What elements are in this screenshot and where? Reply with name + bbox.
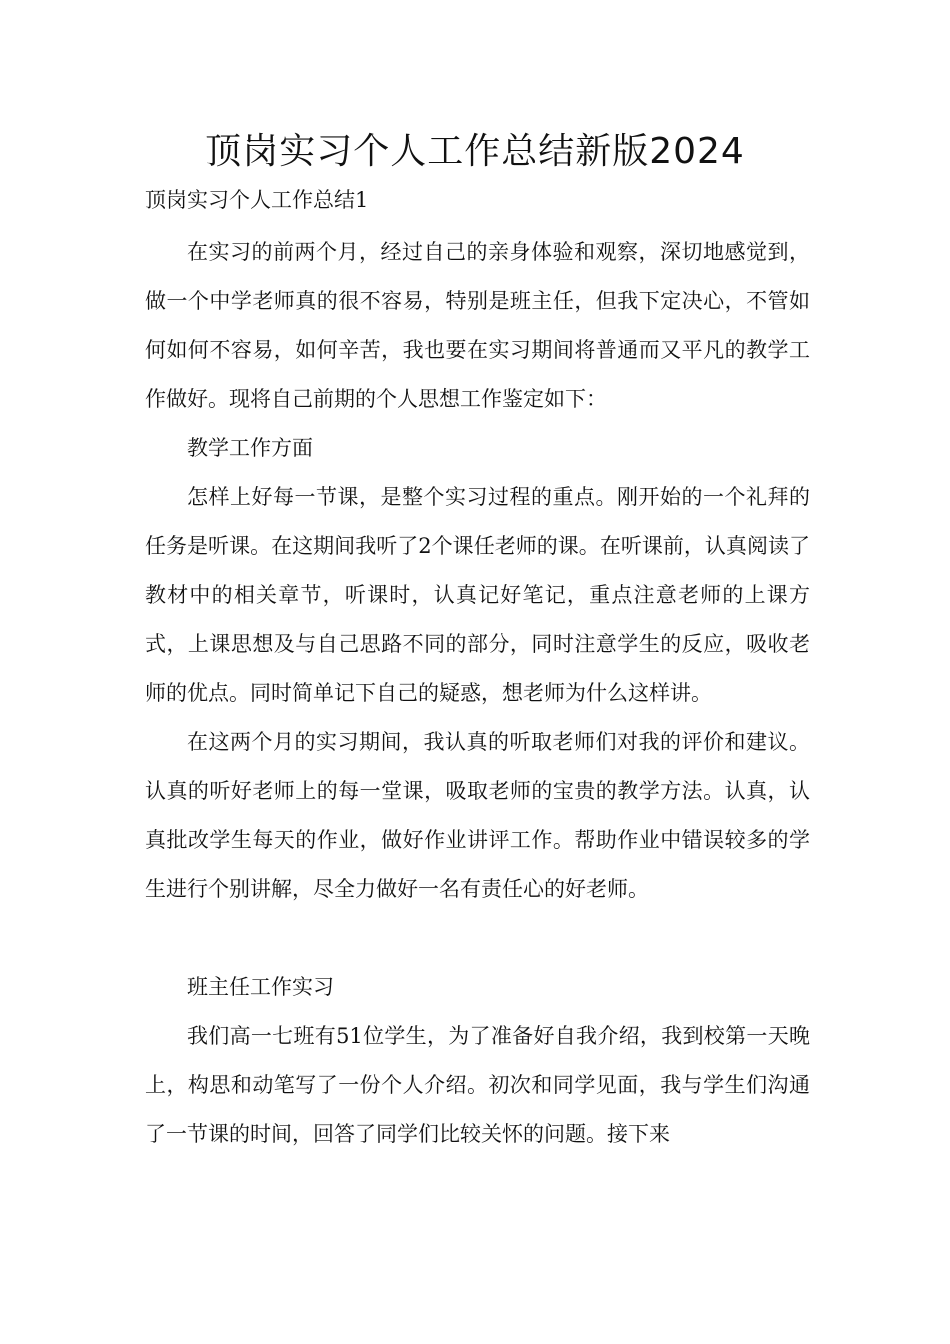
paragraph-teaching-1: 怎样上好每一节课，是整个实习过程的重点。刚开始的一个礼拜的任务是听课。在这期间我听了2个课任老师的课。在听课前，认真阅读了教材中的相关章节，听课时，认真记好笔记，重点注意老师的上课方式，上课思想及与自己思路不同的部分，同时注意学生的反应，吸收老师的优点。同时简单记下自己的疑惑，想老师为什么这样讲。 (145, 485, 810, 705)
section-heading-teaching: 教学工作方面 (187, 436, 313, 460)
paragraph-gap (145, 914, 810, 963)
document-subtitle: 顶岗实习个人工作总结1 (145, 188, 369, 212)
paragraph-intro: 在实习的前两个月，经过自己的亲身体验和观察，深切地感觉到，做一个中学老师真的很不容易，特别是班主任，但我下定决心，不管如何如何不容易，如何辛苦，我也要在实习期间将普通而又平凡的教学工作做好。现将自己前期的个人思想工作鉴定如下： (145, 240, 810, 411)
document-body (145, 228, 810, 1159)
paragraph-teaching-2: 在这两个月的实习期间，我认真的听取老师们对我的评价和建议。认真的听好老师上的每一堂课，吸取老师的宝贵的教学方法。认真，认真批改学生每天的作业，做好作业讲评工作。帮助作业中错误较多的学生进行个别讲解，尽全力做好一名有责任心的好老师。 (145, 730, 810, 901)
document-title: 顶岗实习个人工作总结新版2024 (205, 131, 745, 172)
section-heading-class-teacher: 班主任工作实习 (187, 975, 334, 999)
paragraph-class-teacher-1: 我们高一七班有51位学生，为了准备好自我介绍，我到校第一天晚上，构思和动笔写了一份个人介绍。初次和同学见面，我与学生们沟通了一节课的时间，回答了同学们比较关怀的问题。接下来 (145, 1024, 810, 1146)
